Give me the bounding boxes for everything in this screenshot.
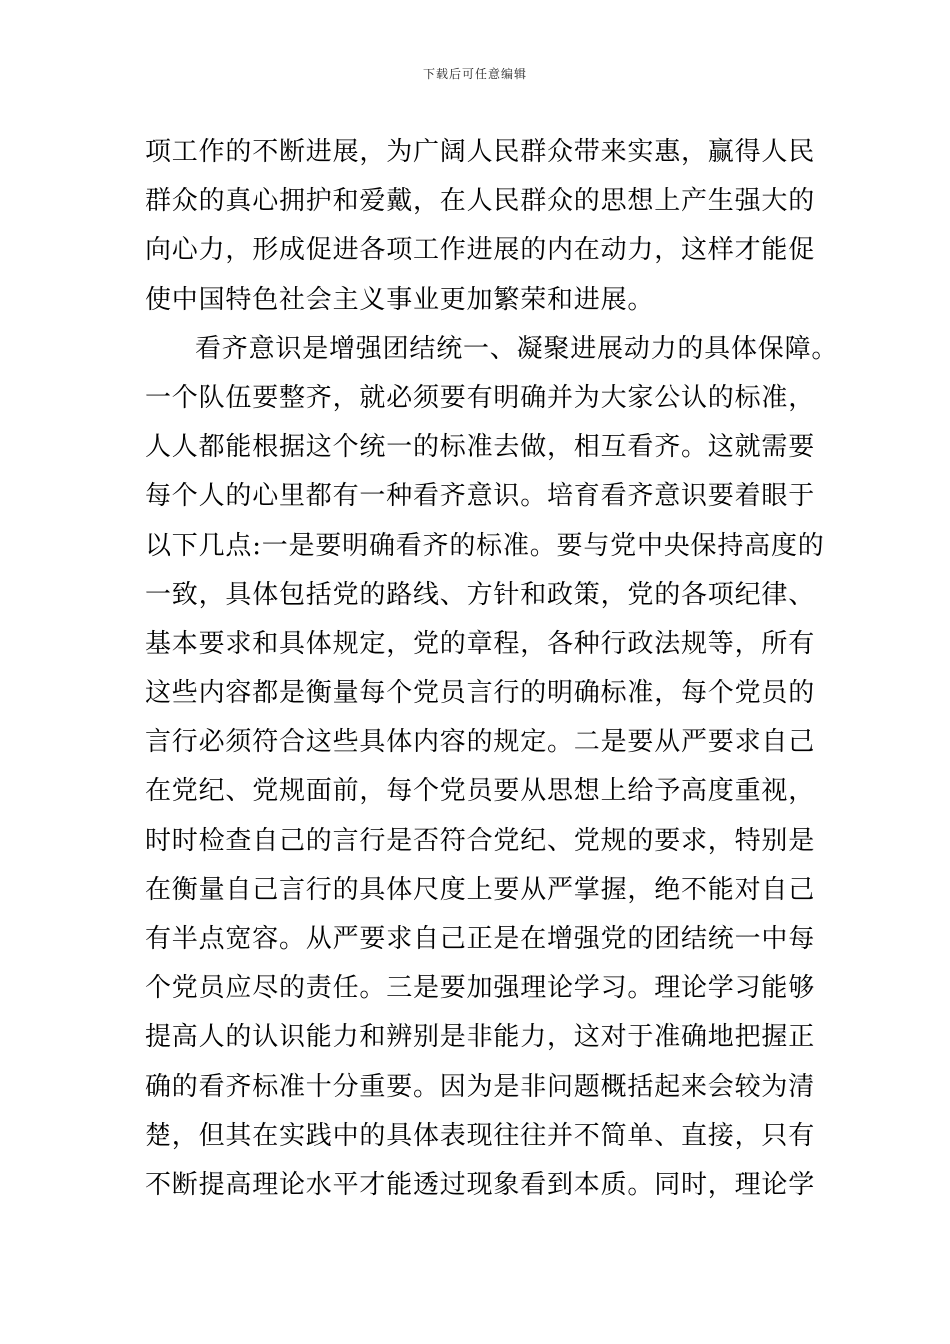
text-line: 这些内容都是衡量每个党员言行的明确标准，每个党员的 bbox=[145, 678, 816, 709]
text-line: 有半点宽容。从严要求自己正是在增强党的团结统一中每 bbox=[145, 924, 816, 954]
text-line: 一个队伍要整齐，就必须要有明确并为大家公认的标准， bbox=[145, 382, 816, 413]
text-line: 一致，具体包括党的路线、方针和政策，党的各项纪律、 bbox=[145, 579, 816, 610]
text-line: 确的看齐标准十分重要。因为是非问题概括起来会较为清 bbox=[145, 1071, 816, 1102]
text-line: 楚，但其在实践中的具体表现往往并不简单、直接，只有 bbox=[145, 1120, 816, 1151]
page-header: 下载后可任意编辑 bbox=[422, 67, 527, 81]
text-line: 在衡量自己言行的具体尺度上要从严掌握，绝不能对自己 bbox=[145, 874, 816, 905]
text-line: 向心力，形成促进各项工作进展的内在动力，这样才能促 bbox=[145, 235, 816, 266]
text-line: 个党员应尽的责任。三是要加强理论学习。理论学习能够 bbox=[145, 973, 816, 1004]
text-line: 时时检查自己的言行是否符合党纪、党规的要求，特别是 bbox=[145, 825, 816, 856]
text-line: 每个人的心里都有一种看齐意识。培育看齐意识要着眼于 bbox=[145, 481, 816, 512]
text-line: 提高人的认识能力和辨别是非能力，这对于准确地把握正 bbox=[145, 1022, 816, 1053]
text-line: 基本要求和具体规定，党的章程，各种行政法规等，所有 bbox=[145, 628, 816, 659]
text-line: 在党纪、党规面前，每个党员要从思想上给予高度重视， bbox=[145, 776, 816, 807]
text-line: 看齐意识是增强团结统一、凝聚进展动力的具体保障。 bbox=[195, 333, 839, 364]
text-line: 人人都能根据这个统一的标准去做，相互看齐。这就需要 bbox=[145, 432, 816, 463]
document-body bbox=[145, 128, 839, 1210]
text-line: 言行必须符合这些具体内容的规定。二是要从严要求自己 bbox=[145, 727, 816, 758]
text-line: 使中国特色社会主义事业更加繁荣和进展。 bbox=[145, 284, 655, 315]
text-line: 以下几点:一是要明确看齐的标准。要与党中央保持高度的 bbox=[145, 530, 825, 561]
text-line: 群众的真心拥护和爱戴，在人民群众的思想上产生强大的 bbox=[145, 186, 816, 217]
text-line: 项工作的不断进展，为广阔人民群众带来实惠，赢得人民 bbox=[145, 137, 816, 167]
text-line: 不断提高理论水平才能透过现象看到本质。同时，理论学 bbox=[145, 1169, 816, 1200]
